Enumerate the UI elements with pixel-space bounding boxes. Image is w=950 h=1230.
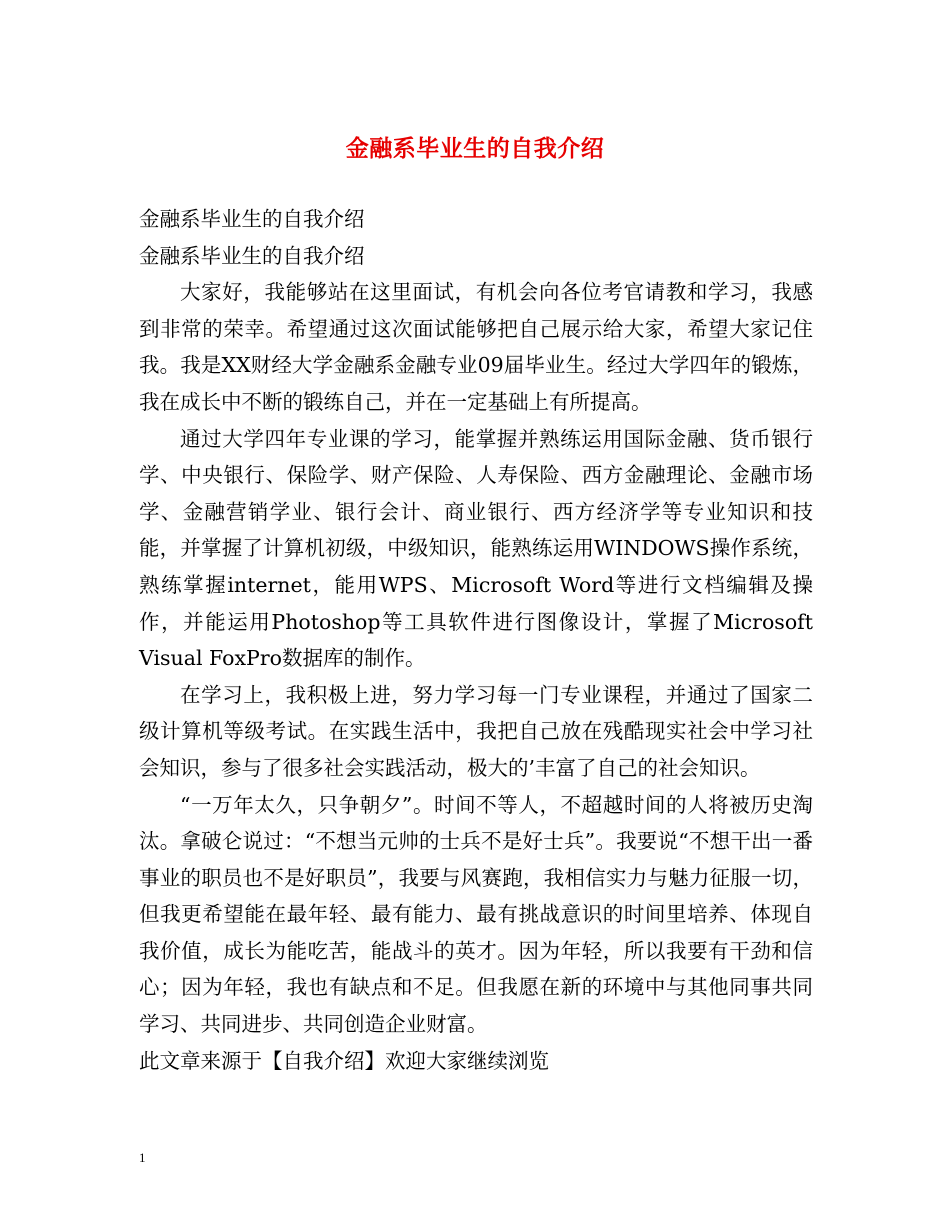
paragraph-study: 在学习上，我积极上进，努力学习每一门专业课程，并通过了国家二级计算机等级考试。在实践生活中，我把自己放在残酷现实社会中学习社会知识，参与了很多社会实践活动，极大的’丰富了自己的社会知识。 <box>139 682 813 780</box>
document-body <box>139 201 813 1079</box>
page-number: 1 <box>139 1150 146 1165</box>
paragraph-skills: 通过大学四年专业课的学习，能掌握并熟练运用国际金融、货币银行学、中央银行、保险学、财产保险、人寿保险、西方金融理论、金融市场学、金融营销学业、银行会计、商业银行、西方经济学等专业知识和技能，并掌握了计算机初级，中级知识，能熟练运用WINDOWS操作系统，熟练掌握internet，能用WPS、Microsoft Word等进行文档编辑及操作，并能运用Photoshop等工具软件进行图像设计，掌握了Microsoft Visual FoxPro数据库的制作。 <box>139 426 813 671</box>
closing-line: 此文章来源于【自我介绍】欢迎大家继续浏览 <box>139 1048 549 1073</box>
paragraph-intro: 大家好，我能够站在这里面试，有机会向各位考官请教和学习，我感到非常的荣幸。希望通过这次面试能够把自己展示给大家，希望大家记住我。我是XX财经大学金融系金融专业09届毕业生。经过大学四年的锻炼，我在成长中不断的锻练自己，并在一定基础上有所提高。 <box>139 280 813 414</box>
subtitle-line: 金融系毕业生的自我介绍 <box>139 243 365 268</box>
document-title: 金融系毕业生的自我介绍 <box>345 135 605 162</box>
paragraph-ambition: “一万年太久，只争朝夕”。时间不等人，不超越时间的人将被历史淘汰。拿破仑说过：“不想当元帅的士兵不是好士兵”。我要说“不想干出一番事业的职员也不是好职员”，我要与风赛跑，我相信实力与魅力征服一切，但我更希望能在最年轻、最有能力、最有挑战意识的时间里培养、体现自我价值，成长为能吃苦，能战斗的英才。因为年轻，所以我要有干劲和信心；因为年轻，我也有缺点和不足。但我愿在新的环境中与其他同事共同学习、共同进步、共同创造企业财富。 <box>139 792 813 1037</box>
subtitle-line: 金融系毕业生的自我介绍 <box>139 207 365 231</box>
